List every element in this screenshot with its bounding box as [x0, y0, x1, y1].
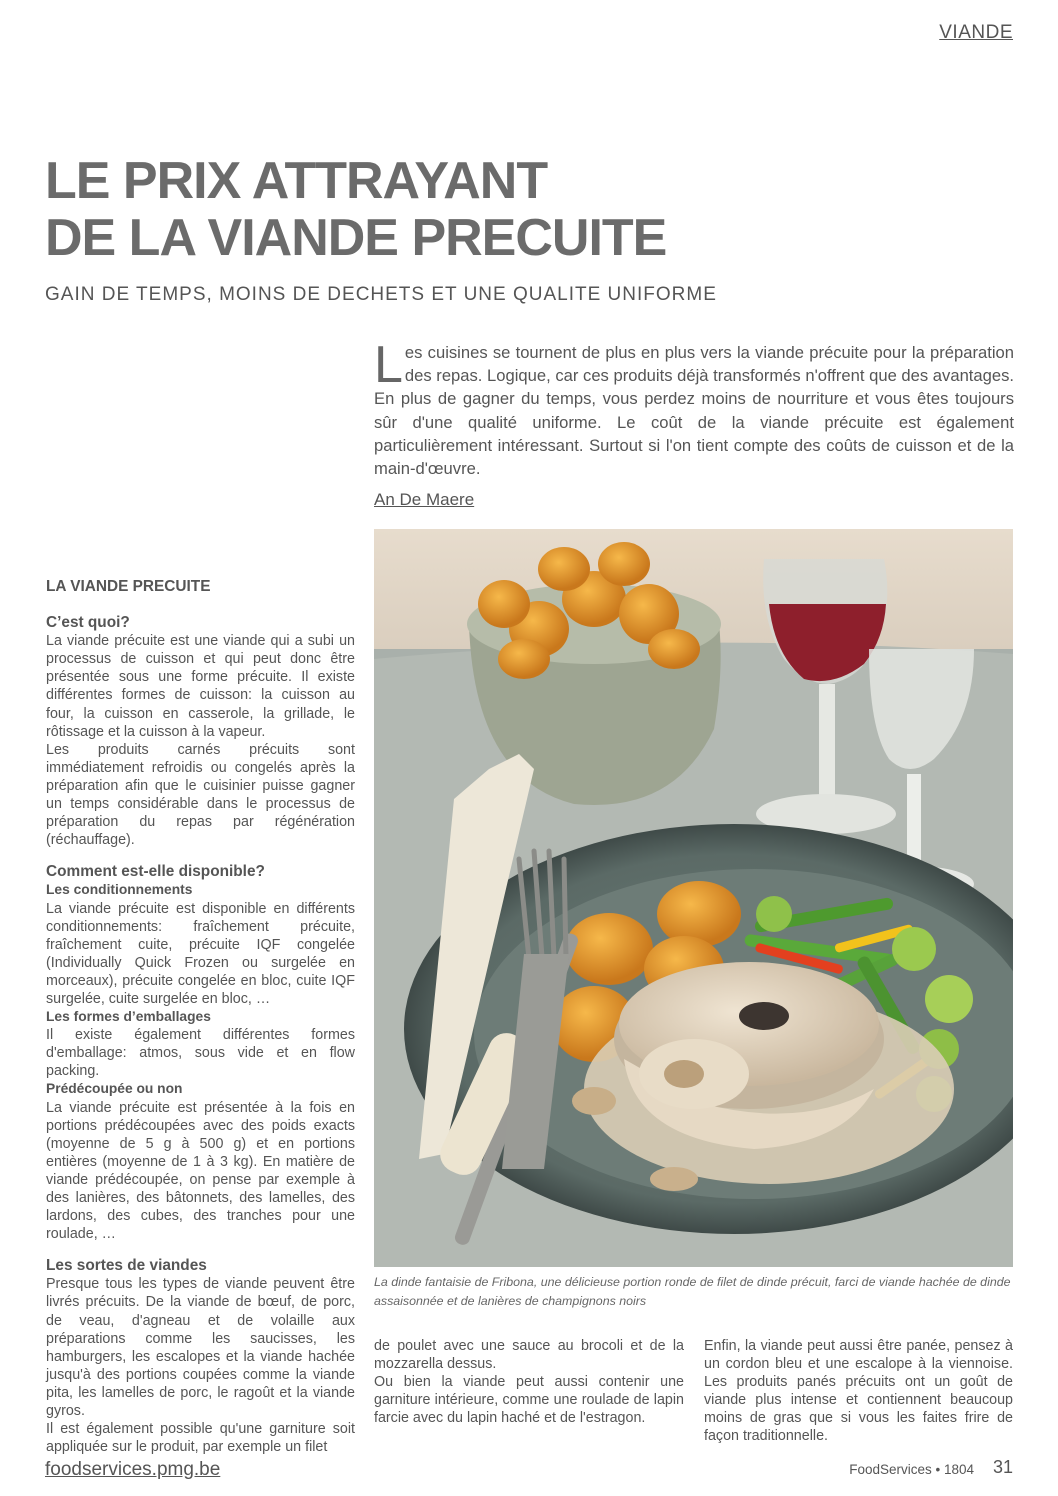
question-heading-1: C’est quoi? [46, 614, 130, 632]
paragraph: de poulet avec une sauce au brocoli et de la mozzarella dessus. [374, 1338, 684, 1373]
column-1 [46, 578, 355, 1456]
paragraph: Les produits carnés précuits sont immédiatement refroidis ou congelés après la préparation afin que le cuisinier puisse gagner un temps considérable dans le processus de préparation du repas par régénération (réchauffage). [46, 741, 355, 849]
footer-publication: FoodServices • 1804 [849, 1462, 974, 1477]
paragraph: Ou bien la viande peut aussi contenir une garniture intérieure, comme une roulade de lapin farcie avec du lapin haché et de l'estragon. [374, 1374, 684, 1427]
photo-caption: La dinde fantaisie de Fribona, une délicieuse portion ronde de filet de dinde précuit, farci de viande hachée de dinde assaisonnée et de lanières de champignons noirs [374, 1275, 1011, 1308]
subheading-emballages: Les formes d’emballages [46, 1009, 211, 1025]
section-heading: LA VIANDE PRECUITE [46, 578, 211, 595]
food-photo [374, 529, 1013, 1267]
article-title [45, 153, 845, 267]
food-photo-illustration [374, 529, 1013, 1267]
paragraph: Enfin, la viande peut aussi être panée, pensez à un cordon bleu et une escalope à la viennoise. Les produits panés précuits ont un goût de viande plus intense et contiennent beaucoup moins de gras que si vous les faites frire de façon traditionnelle. [704, 1338, 1013, 1445]
footer-website-link[interactable]: foodservices.pmg.be [45, 1459, 221, 1480]
title-line-2: DE LA VIANDE PRECUITE [45, 209, 667, 267]
page-number: 31 [992, 1457, 1013, 1477]
paragraph: La viande précuite est présentée à la fois en portions prédécoupées avec des poids exacts (moyenne de 5 g à 500 g) et en portions entières (moyenne de 1 à 3 kg). En matière de viande prédécoupée, on pense par exemple à des lanières, des bâtonnets, des lamelles, des lardons, des cubes, des tranches pour une roulade, … [46, 1099, 355, 1243]
subheading-predecoupee: Prédécoupée ou non [46, 1081, 183, 1097]
paragraph: Presque tous les types de viande peuvent être livrés précuits. De la viande de bœuf, de porc, de veau, d'agneau et de volaille aux préparations comme les saucisses, les hamburgers, les escalopes et la viande hachée jusqu'à des portions coupées comme la viande pita, les lamelles de porc, le ragoût et la viande gyros. [46, 1276, 355, 1420]
paragraph: Il est également possible qu'une garniture soit appliquée sur le produit, par exemple un filet [46, 1421, 355, 1456]
article-subtitle: GAIN DE TEMPS, MOINS DE DECHETS ET UNE QUALITE UNIFORME [45, 284, 717, 305]
column-3 [704, 1337, 1013, 1446]
intro-text: es cuisines se tournent de plus en plus vers la viande précuite pour la préparation des repas. Logique, car ces produits déjà transformés n'offrent que des avantages. En plus de gagner du temps, vous perdez moins de nourriture et vous êtes toujours sûr d'une qualité uniforme. Le coût de la viande précuite est également particulièrement intéressant. Surtout si l'on tient compte des coûts de cuisson et de la main-d'œuvre. [374, 343, 1014, 479]
title-line-1: LE PRIX ATTRAYANT [45, 152, 548, 210]
column-2 [374, 1337, 684, 1427]
intro-paragraph [374, 336, 1014, 480]
paragraph: La viande précuite est une viande qui a subi un processus de cuisson et qui peut donc être présentée sous une forme précuite. Il existe différentes formes de cuisson: la cuisson au four, la cuisson en casserole, la grillade, le rôtissage et la cuisson à la vapeur. [46, 633, 355, 740]
section-tag[interactable]: VIANDE [939, 22, 1013, 43]
subheading-conditionnements: Les conditionnements [46, 882, 193, 898]
paragraph: La viande précuite est disponible en différents conditionnements: fraîchement précuite, fraîchement cuite, précuite IQF congelée (Individually Quick Frozen ou surgelée en morceaux), précuite congelée en bloc, cuite IQF surgelée, cuite surgelée en bloc, … [46, 900, 355, 1007]
paragraph: Il existe également différentes formes d'emballage: atmos, sous vide et en flow packing. [46, 1027, 355, 1080]
author-byline[interactable]: An De Maere [374, 490, 475, 509]
subheading-sortes: Les sortes de viandes [46, 1257, 207, 1275]
question-heading-2: Comment est-elle disponible? [46, 863, 265, 881]
drop-cap: L [374, 336, 403, 394]
